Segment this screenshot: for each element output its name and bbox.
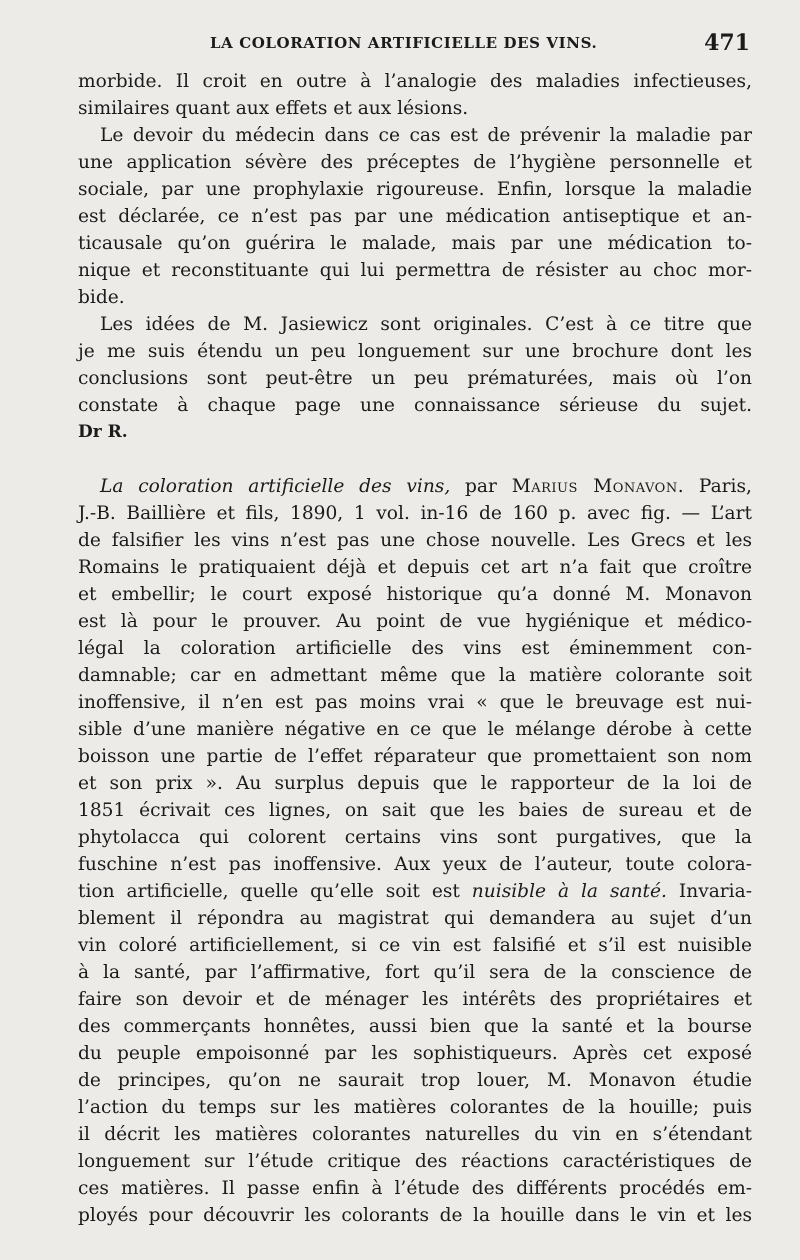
text-line: boisson une partie de l’effet réparateur que promettaient son nom: [78, 746, 752, 767]
emphasis: nuisible à la santé.: [471, 881, 667, 902]
text-line: de principes, qu’on ne saurait trop louer, M. Monavon étudie: [78, 1070, 752, 1091]
signature: Dr R.: [78, 422, 128, 442]
text-line: il décrit les matières colorantes naturelles du vin en s’étendant: [78, 1124, 752, 1145]
by-word: par: [465, 476, 497, 497]
page-number: 471: [704, 30, 750, 56]
book-title: La coloration artificielle des vins,: [100, 476, 451, 497]
running-title: LA COLORATION ARTIFICIELLE DES VINS.: [210, 34, 598, 52]
text-line: damnable; car en admettant même que la matière colorante soit: [78, 665, 752, 686]
text-line: ces matières. Il passe enfin à l’étude des différents procédés em-: [78, 1178, 752, 1199]
text-fragment: Invaria-: [678, 881, 752, 902]
text-line: vin coloré artificiellement, si ce vin est falsifié et s’il est nuisible: [78, 935, 752, 956]
author-name: Marius Monavon.: [511, 476, 685, 497]
text-line: [78, 878, 752, 905]
text-line: conclusions sont peut-être un peu prématurées, mais où l’on: [78, 368, 752, 389]
text-line: Romains le pratiquaient déjà et depuis cet art n’a fait que croître: [78, 557, 752, 578]
text-line: sociale, par une prophylaxie rigoureuse. Enfin, lorsque la maladie: [78, 179, 752, 200]
text-line: longuement sur l’étude critique des réactions caractéristiques de: [78, 1151, 752, 1172]
text-line: bide.: [78, 287, 125, 308]
text-line: légal la coloration artificielle des vins est éminemment con-: [78, 638, 752, 659]
text-line: similaires quant aux effets et aux lésions.: [78, 98, 469, 119]
text-line: faire son devoir et de ménager les intérêts des propriétaires et: [78, 989, 752, 1010]
review-paragraph: [78, 473, 752, 1229]
text-line: je me suis étendu un peu longuement sur une brochure dont les: [78, 341, 752, 362]
text-line: des commerçants honnêtes, aussi bien que la santé et la bourse: [78, 1016, 752, 1037]
text-line: ticausale qu’on guérira le malade, mais par une médication to-: [78, 233, 752, 254]
text-line: Le devoir du médecin dans ce cas est de prévenir la maladie par: [100, 125, 752, 146]
text-line: du peuple empoisonné par les sophistiqueurs. Après cet exposé: [78, 1043, 752, 1064]
text-line: est là pour le prouver. Au point de vue hygiénique et médico-: [78, 611, 752, 632]
text-line: morbide. Il croit en outre à l’analogie des maladies infectieuses,: [78, 71, 752, 92]
text-line: sible d’une manière négative en ce que le mélange dérobe à cette: [78, 719, 752, 740]
text-line: est déclarée, ce n’est pas par une médication antiseptique et an-: [78, 206, 752, 227]
text-line: nique et reconstituante qui lui permettra de résister au choc mor-: [78, 260, 752, 281]
text-line: Les idées de M. Jasiewicz sont originales. C’est à ce titre que: [100, 314, 752, 335]
text-line: phytolacca qui colorent certains vins sont purgatives, que la: [78, 827, 752, 848]
section-gap: [78, 446, 752, 473]
text-line: fuschine n’est pas inoffensive. Aux yeux de l’auteur, toute colora-: [78, 854, 752, 875]
running-header: [78, 30, 750, 60]
text-line: l’action du temps sur les matières colorantes de la houille; puis: [78, 1097, 752, 1118]
text-fragment: tion artificielle, quelle qu’elle soit est: [78, 881, 460, 902]
text-line: blement il répondra au magistrat qui demandera au sujet d’un: [78, 908, 752, 929]
text-line: une application sévère des préceptes de l’hygiène personnelle et: [78, 152, 752, 173]
place: Paris,: [698, 476, 752, 497]
text-line: ployés pour découvrir les colorants de la houille dans le vin et les: [78, 1205, 752, 1226]
text-line: et embellir; le court exposé historique qu’a donné M. Monavon: [78, 584, 752, 605]
text-line: 1851 écrivait ces lignes, on sait que les baies de sureau et de: [78, 800, 752, 821]
text-line: et son prix ». Au surplus depuis que le rapporteur de la loi de: [78, 773, 752, 794]
paragraph: [78, 68, 752, 122]
text-line: de falsifier les vins n’est pas une chose nouvelle. Les Grecs et les: [78, 530, 752, 551]
text-line: inoffensive, il n’en est pas moins vrai « que le breuvage est nui-: [78, 692, 752, 713]
body-text: [78, 68, 752, 1229]
text-line: [78, 473, 752, 500]
text-line: J.-B. Baillière et fils, 1890, 1 vol. in-16 de 160 p. avec fig. — L’art: [78, 503, 752, 524]
text-line: à la santé, par l’affirmative, fort qu’il sera de la conscience de: [78, 962, 752, 983]
text-line: constate à chaque page une connaissance sérieuse du sujet.: [78, 395, 752, 416]
paragraph: [78, 122, 752, 311]
paragraph: [78, 311, 752, 419]
